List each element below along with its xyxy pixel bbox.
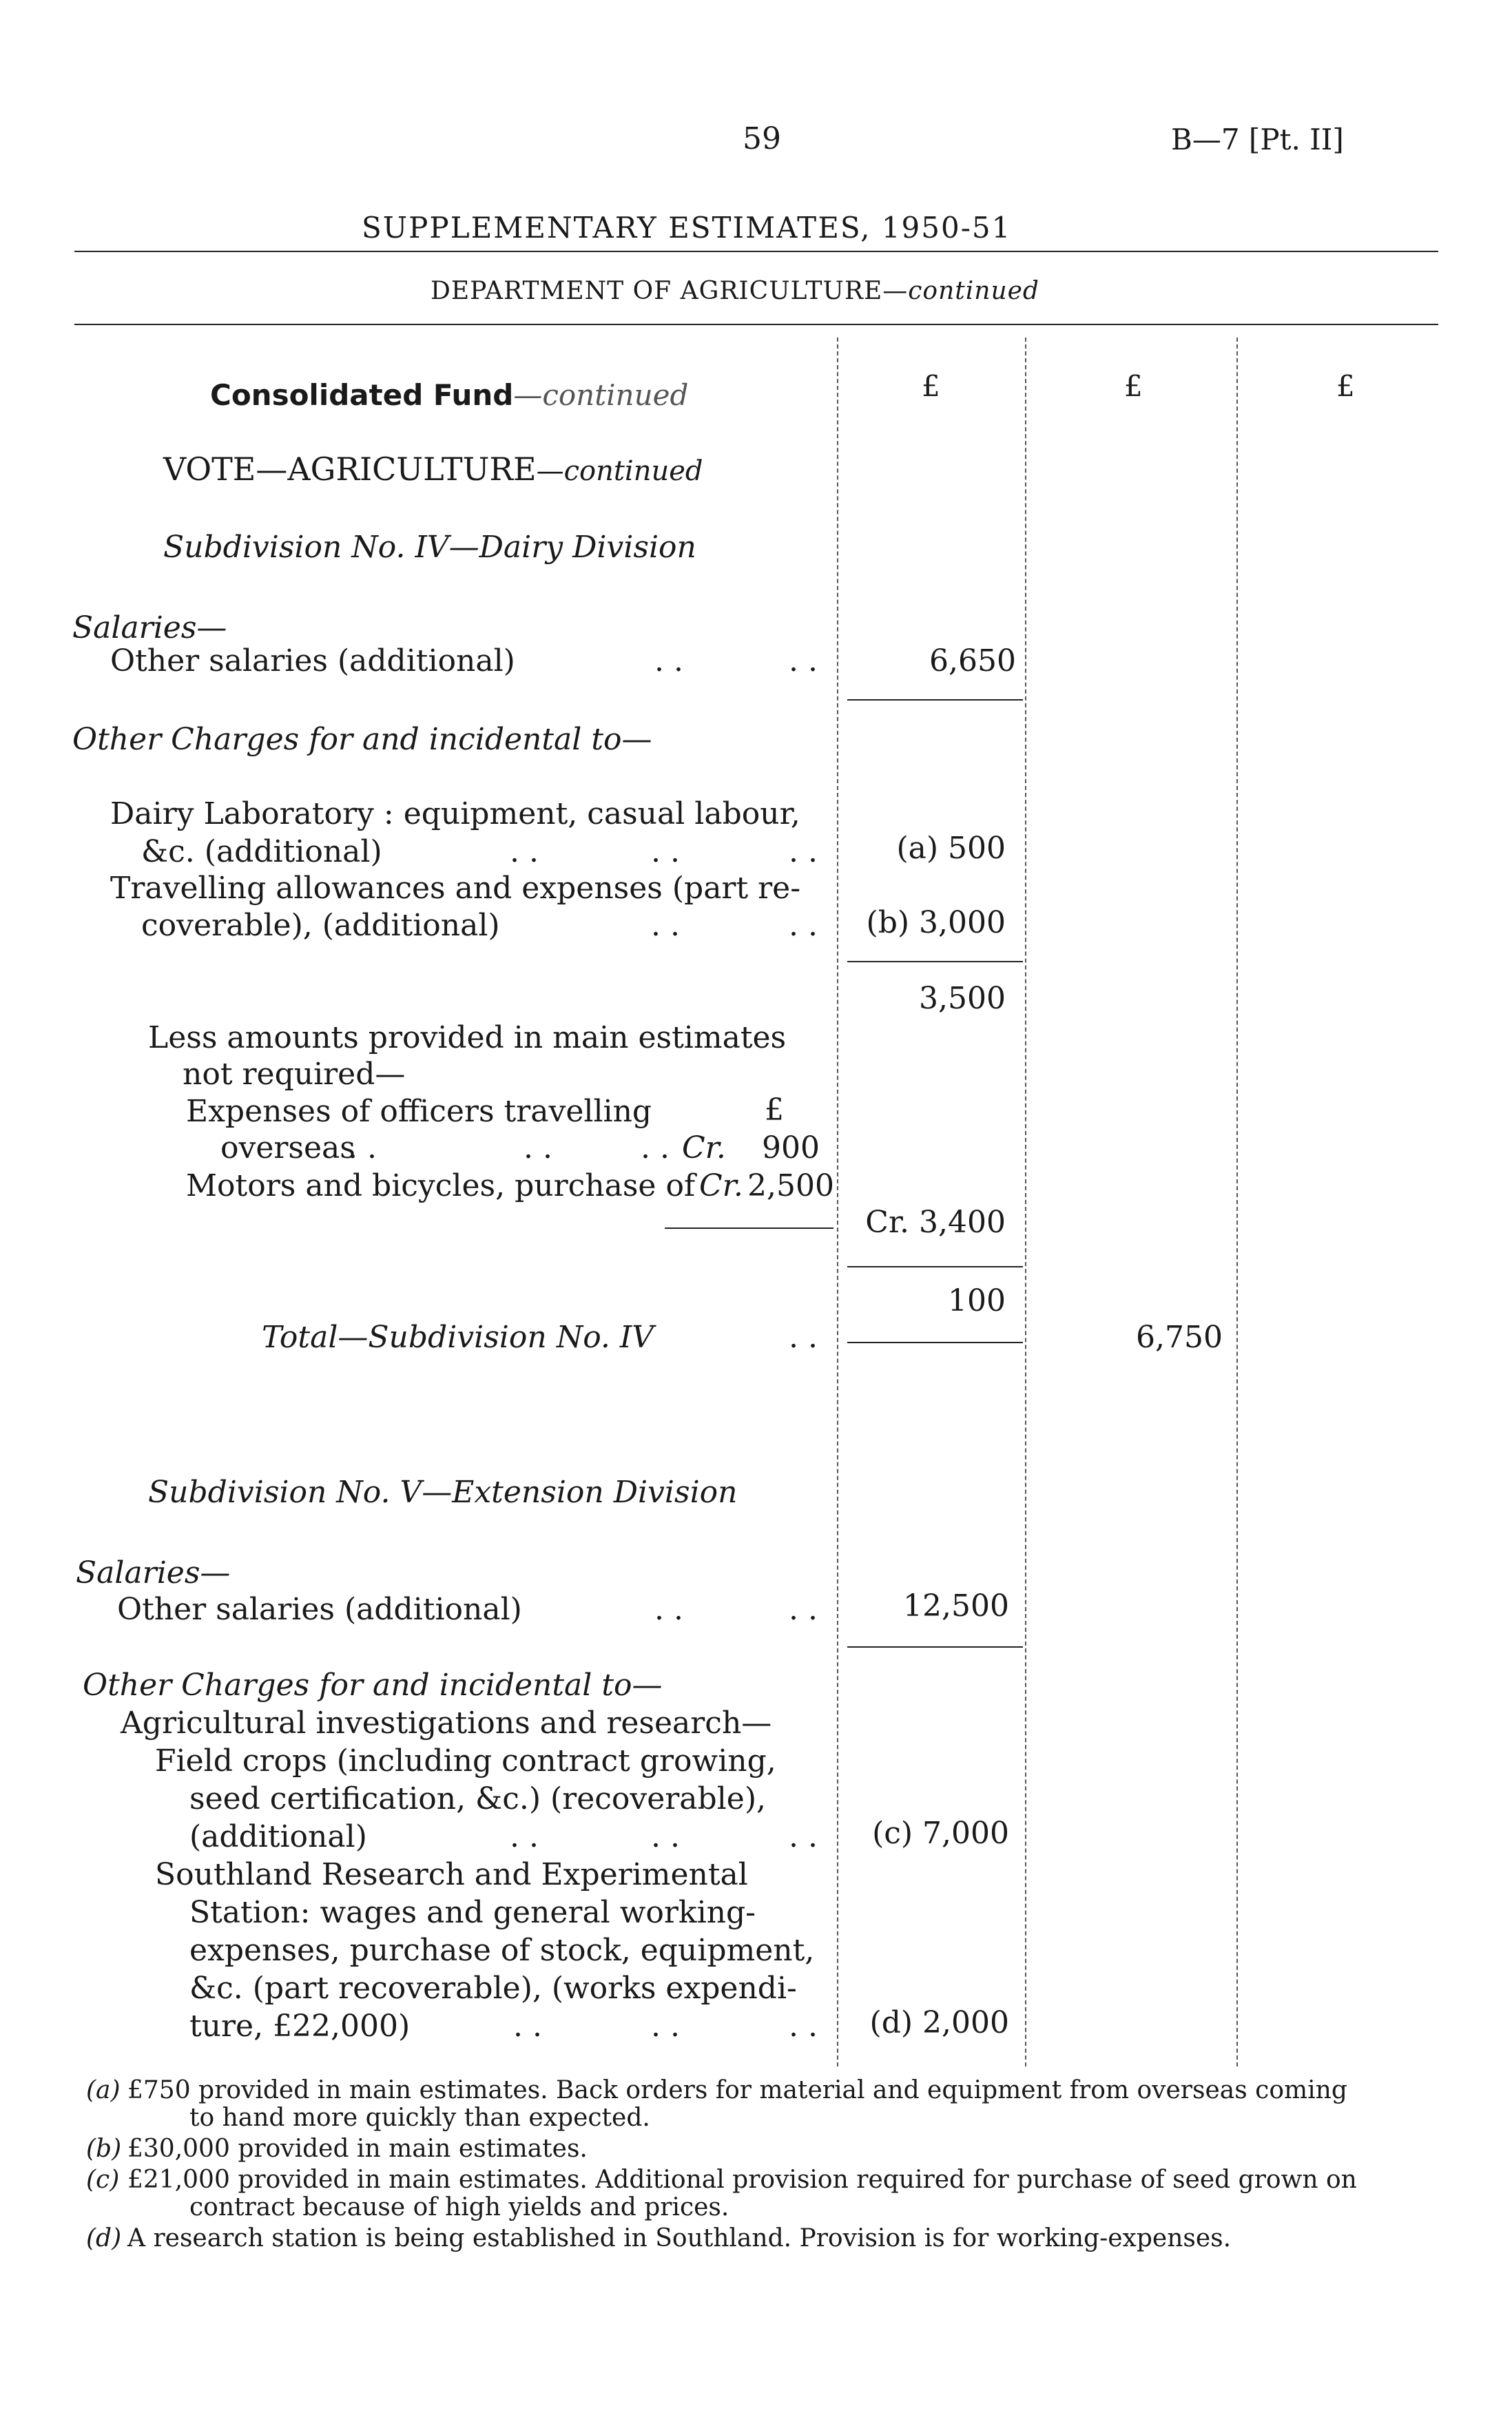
leader-dots: . . <box>651 834 680 869</box>
southland-line-5: ture, £22,000) <box>189 2009 411 2044</box>
footnote-d-text: A research station is being established in Southland. Provision is for working-expenses. <box>127 2224 1232 2252</box>
footnote-c-text: £21,000 provided in main estimates. Additional provision required for purchase of seed grown on <box>127 2166 1357 2194</box>
leader-dots: . . <box>789 1320 818 1355</box>
expenses-pound: £ <box>765 1092 784 1128</box>
subtotal-4: 3,500 <box>919 981 1006 1016</box>
other-salaries-5: Other salaries (additional) <box>117 1592 522 1627</box>
leader-dots: . . <box>789 2009 818 2044</box>
leader-dots: . . <box>789 1819 818 1854</box>
field-crops-amount: (c) 7,000 <box>872 1816 1009 1851</box>
less-total: Cr. 3,400 <box>865 1205 1006 1240</box>
footnote-b <box>86 2135 588 2163</box>
fund-heading <box>210 378 689 412</box>
page-title: SUPPLEMENTARY ESTIMATES, 1950-51 <box>362 211 1012 245</box>
fund-continued: —continued <box>513 378 689 412</box>
department-title <box>431 279 1039 304</box>
field-crops-line-3: (additional) <box>189 1819 367 1854</box>
salaries-label-5: Salaries— <box>76 1555 231 1590</box>
title-rule <box>74 251 1438 252</box>
leader-dots: . . <box>641 1130 670 1165</box>
column-rule-3 <box>1236 338 1238 2066</box>
footnote-a-label: (a) <box>86 2076 121 2104</box>
column-rule-2 <box>1025 338 1026 2066</box>
leader-dots: . . <box>524 1130 552 1165</box>
southland-line-1: Southland Research and Experimental <box>155 1857 748 1892</box>
footnote-c-text-2: contract because of high yields and prices. <box>189 2193 729 2221</box>
vote-continued: —continued <box>536 455 703 487</box>
footnote-c <box>86 2166 1357 2194</box>
footnote-a-text-2: to hand more quickly than expected. <box>189 2104 650 2132</box>
travel-line-2: coverable), (additional) <box>141 908 500 943</box>
subdivision-5-heading: Subdivision No. V—Extension Division <box>148 1475 738 1510</box>
other-charges-5: Other Charges for and incidental to— <box>83 1668 663 1703</box>
footnote-c-label: (c) <box>86 2166 120 2194</box>
footnote-c-continued <box>86 2194 729 2221</box>
total-4-label: Total—Subdivision No. IV <box>262 1320 654 1355</box>
net-4: 100 <box>948 1283 1006 1318</box>
travel-amount: (b) 3,000 <box>866 905 1006 940</box>
footnote-a <box>86 2077 1347 2104</box>
motors-cr: Cr. <box>699 1168 743 1203</box>
total-4-amount: 6,750 <box>1136 1320 1223 1355</box>
expenses-line-2: overseas <box>220 1130 355 1165</box>
less-line-2: not required— <box>183 1057 406 1092</box>
leader-dots: . . <box>651 908 680 943</box>
vote-label: VOTE—AGRICULTURE <box>163 450 537 488</box>
leader-dots: . . <box>348 1130 377 1165</box>
footnote-a-continued <box>86 2104 650 2132</box>
footnote-d <box>86 2225 1231 2252</box>
expenses-amount: 900 <box>762 1130 820 1165</box>
leader-dots: . . <box>654 643 683 678</box>
rule <box>847 1266 1023 1267</box>
southland-line-4: &c. (part recoverable), (works expendi- <box>189 1971 797 2006</box>
other-salaries-4-amount: 6,650 <box>929 643 1016 678</box>
leader-dots: . . <box>789 1592 818 1627</box>
motors-amount: 2,500 <box>747 1168 834 1203</box>
dairy-lab-line-2: &c. (additional) <box>141 834 382 869</box>
leader-dots: . . <box>651 1819 680 1854</box>
other-salaries-4: Other salaries (additional) <box>110 643 515 678</box>
expenses-line-1: Expenses of officers travelling <box>186 1094 652 1129</box>
footnote-b-text: £30,000 provided in main estimates. <box>127 2135 588 2163</box>
footnote-a-text: £750 provided in main estimates. Back orders for material and equipment from overseas coming <box>127 2076 1347 2104</box>
travel-line-1: Travelling allowances and expenses (part re- <box>110 871 801 906</box>
leader-dots: . . <box>789 643 818 678</box>
agri-investigations: Agricultural investigations and research— <box>121 1706 772 1741</box>
page-number: 59 <box>743 121 781 156</box>
rule <box>847 961 1023 962</box>
column-3-currency: £ <box>1336 369 1355 403</box>
dairy-lab-line-1: Dairy Laboratory : equipment, casual labour, <box>110 796 800 831</box>
department-continued: —continued <box>882 277 1039 305</box>
other-charges-4: Other Charges for and incidental to— <box>72 722 652 757</box>
motors-label: Motors and bicycles, purchase of <box>186 1168 696 1203</box>
leader-dots: . . <box>510 834 539 869</box>
leader-dots: . . <box>513 2009 542 2044</box>
less-line-1: Less amounts provided in main estimates <box>148 1020 787 1055</box>
field-crops-line-1: Field crops (including contract growing, <box>155 1743 776 1779</box>
southland-line-3: expenses, purchase of stock, equipment, <box>189 1933 815 1968</box>
southland-line-2: Station: wages and general working- <box>189 1895 756 1930</box>
subdivision-4-heading: Subdivision No. IV—Dairy Division <box>163 530 696 565</box>
rule <box>847 1342 1023 1343</box>
dairy-lab-amount: (a) 500 <box>896 831 1006 866</box>
field-crops-line-2: seed certification, &c.) (recoverable), <box>189 1781 766 1816</box>
expenses-cr: Cr. <box>682 1130 726 1165</box>
rule <box>847 1646 1023 1648</box>
document-reference: B—7 [Pt. II] <box>1171 123 1344 156</box>
leader-dots: . . <box>510 1819 539 1854</box>
department-rule <box>74 324 1438 325</box>
leader-dots: . . <box>789 908 818 943</box>
fund-label: Consolidated Fund <box>210 378 514 412</box>
column-rule-1 <box>837 338 838 2066</box>
vote-heading <box>163 450 703 488</box>
other-salaries-5-amount: 12,500 <box>903 1588 1009 1624</box>
department-name: DEPARTMENT OF AGRICULTURE <box>431 277 883 305</box>
footnote-b-label: (b) <box>86 2135 122 2163</box>
column-1-currency: £ <box>922 369 940 403</box>
southland-amount: (d) 2,000 <box>869 2005 1009 2040</box>
rule <box>665 1227 833 1229</box>
column-2-currency: £ <box>1124 369 1143 403</box>
leader-dots: . . <box>789 834 818 869</box>
salaries-label-4: Salaries— <box>72 610 227 645</box>
leader-dots: . . <box>651 2009 680 2044</box>
leader-dots: . . <box>654 1592 683 1627</box>
footnote-d-label: (d) <box>86 2224 122 2252</box>
rule <box>847 699 1023 701</box>
